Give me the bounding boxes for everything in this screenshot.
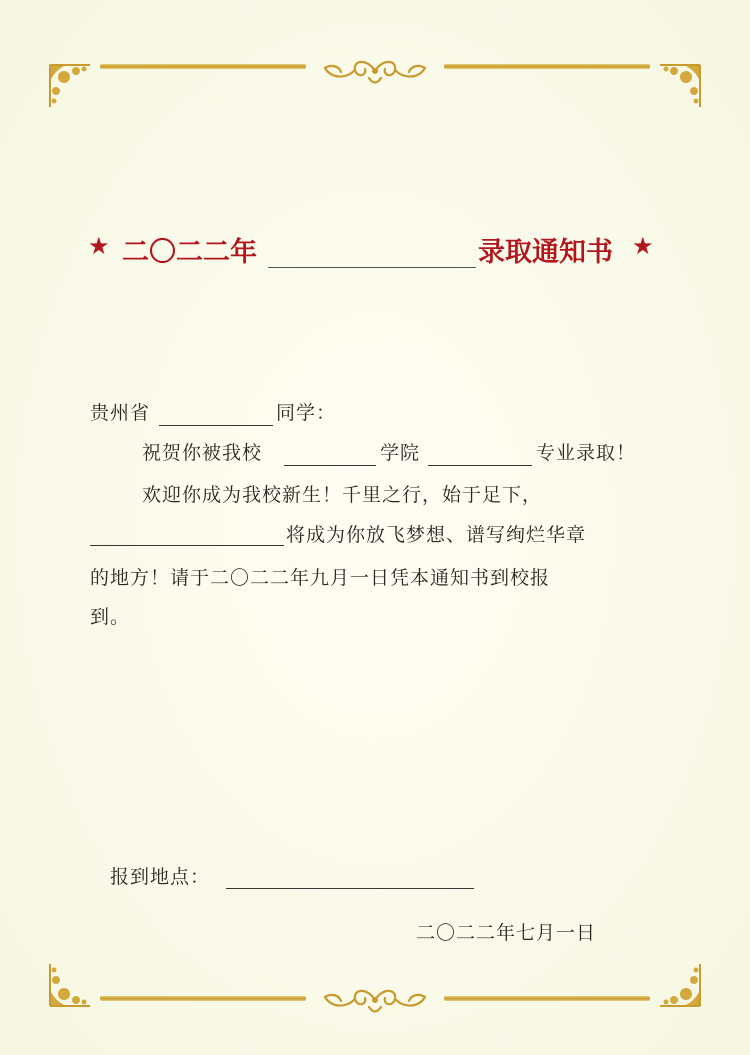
top-flourish-icon — [317, 54, 433, 88]
body-line2: 欢迎你成为我校新生！千里之行，始于足下， — [142, 484, 543, 506]
report-location-label: 报到地点： — [110, 866, 211, 888]
bottom-flourish-icon — [317, 983, 433, 1017]
star-left-icon: ★ — [88, 232, 110, 260]
body-line1-part1: 祝贺你被我校 — [142, 442, 263, 464]
university-name-blank[interactable] — [268, 267, 476, 268]
corner-ornament-bottom-right-icon — [658, 962, 702, 1008]
corner-ornament-top-left-icon — [48, 63, 92, 109]
top-gold-line-left — [100, 64, 306, 69]
body-line1-part2: 学院 — [380, 442, 421, 464]
report-location-blank[interactable] — [226, 888, 474, 889]
corner-ornament-top-right-icon — [658, 63, 702, 109]
major-name-blank[interactable] — [428, 465, 532, 466]
top-gold-line-right — [444, 64, 650, 69]
school-name-blank[interactable] — [90, 545, 284, 546]
star-right-icon: ★ — [632, 232, 654, 260]
title-year: 二〇二二年 — [122, 237, 257, 268]
title-suffix: 录取通知书 — [478, 237, 613, 268]
salutation-student-suffix: 同学： — [276, 402, 337, 424]
bottom-gold-line-left — [100, 996, 306, 1001]
body-line1-part3: 专业录取！ — [536, 442, 637, 464]
corner-ornament-bottom-left-icon — [48, 962, 92, 1008]
body-line3: 将成为你放飞梦想、谱写绚烂华章 — [286, 524, 587, 546]
issue-date: 二〇二二年七月一日 — [416, 922, 597, 944]
letter-title — [88, 226, 668, 270]
bottom-gold-line-right — [444, 996, 650, 1001]
salutation-province: 贵州省 — [90, 402, 151, 424]
student-name-blank[interactable] — [159, 425, 273, 426]
college-name-blank[interactable] — [284, 465, 376, 466]
body-line5: 到。 — [90, 606, 131, 628]
body-line4: 的地方！请于二〇二二年九月一日凭本通知书到校报 — [90, 567, 551, 589]
